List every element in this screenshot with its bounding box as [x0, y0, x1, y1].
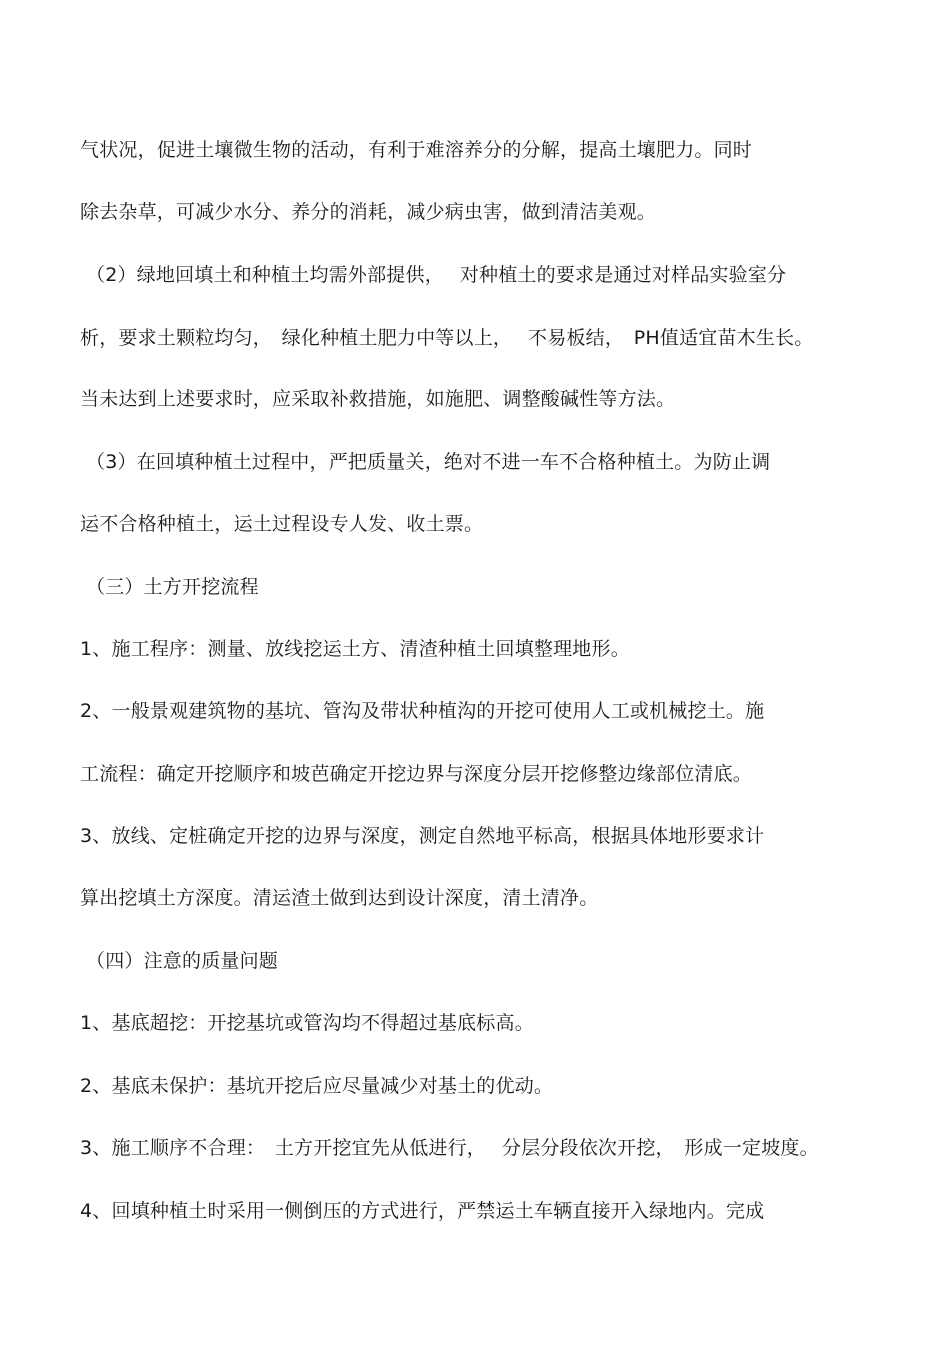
section-heading-3: （三）土方开挖流程	[86, 576, 259, 598]
text-line-1: 气状况，促进土壤微生物的活动，有利于难溶养分的分解，提高土壤肥力。同时	[80, 139, 753, 161]
text-line-7: 运不合格种植土，运土过程设专人发、收土票。	[80, 513, 484, 535]
text-line-6: （3）在回填种植土过程中，严把质量关，绝对不进一车不合格种植土。为防止调	[86, 451, 771, 473]
text-line-13: 算出挖填土方深度。清运渣土做到达到设计深度，清土清净。	[80, 887, 599, 909]
text-line-3: （2）绿地回填土和种植土均需外部提供， 对种植土的要求是通过对样品实验室分	[86, 264, 787, 286]
text-line-2: 除去杂草，可减少水分、养分的消耗，减少病虫害，做到清洁美观。	[80, 201, 657, 223]
text-line-10: 2、一般景观建筑物的基坑、管沟及带状种植沟的开挖可使用人工或机械挖土。施	[80, 700, 765, 722]
text-line-12: 3、放线、定桩确定开挖的边界与深度，测定自然地平标高，根据具体地形要求计	[80, 825, 765, 847]
text-line-16: 2、基底未保护：基坑开挖后应尽量减少对基土的优动。	[80, 1075, 554, 1097]
section-heading-4: （四）注意的质量问题	[86, 950, 279, 972]
text-line-4: 析，要求土颗粒均匀， 绿化种植土肥力中等以上， 不易板结， PH值适宜苗木生长。	[80, 327, 814, 349]
text-line-5: 当未达到上述要求时，应采取补救措施，如施肥、调整酸碱性等方法。	[80, 388, 676, 410]
text-line-17: 3、施工顺序不合理： 土方开挖宜先从低进行， 分层分段依次开挖， 形成一定坡度。	[80, 1137, 819, 1159]
text-line-9: 1、施工程序：测量、放线挖运土方、清渣种植土回填整理地形。	[80, 638, 630, 660]
text-line-15: 1、基底超挖：开挖基坑或管沟均不得超过基底标高。	[80, 1012, 534, 1034]
text-line-18: 4、回填种植土时采用一侧倒压的方式进行，严禁运土车辆直接开入绿地内。完成	[80, 1200, 765, 1222]
text-line-11: 工流程：确定开挖顺序和坡芭确定开挖边界与深度分层开挖修整边缘部位清底。	[80, 763, 753, 785]
